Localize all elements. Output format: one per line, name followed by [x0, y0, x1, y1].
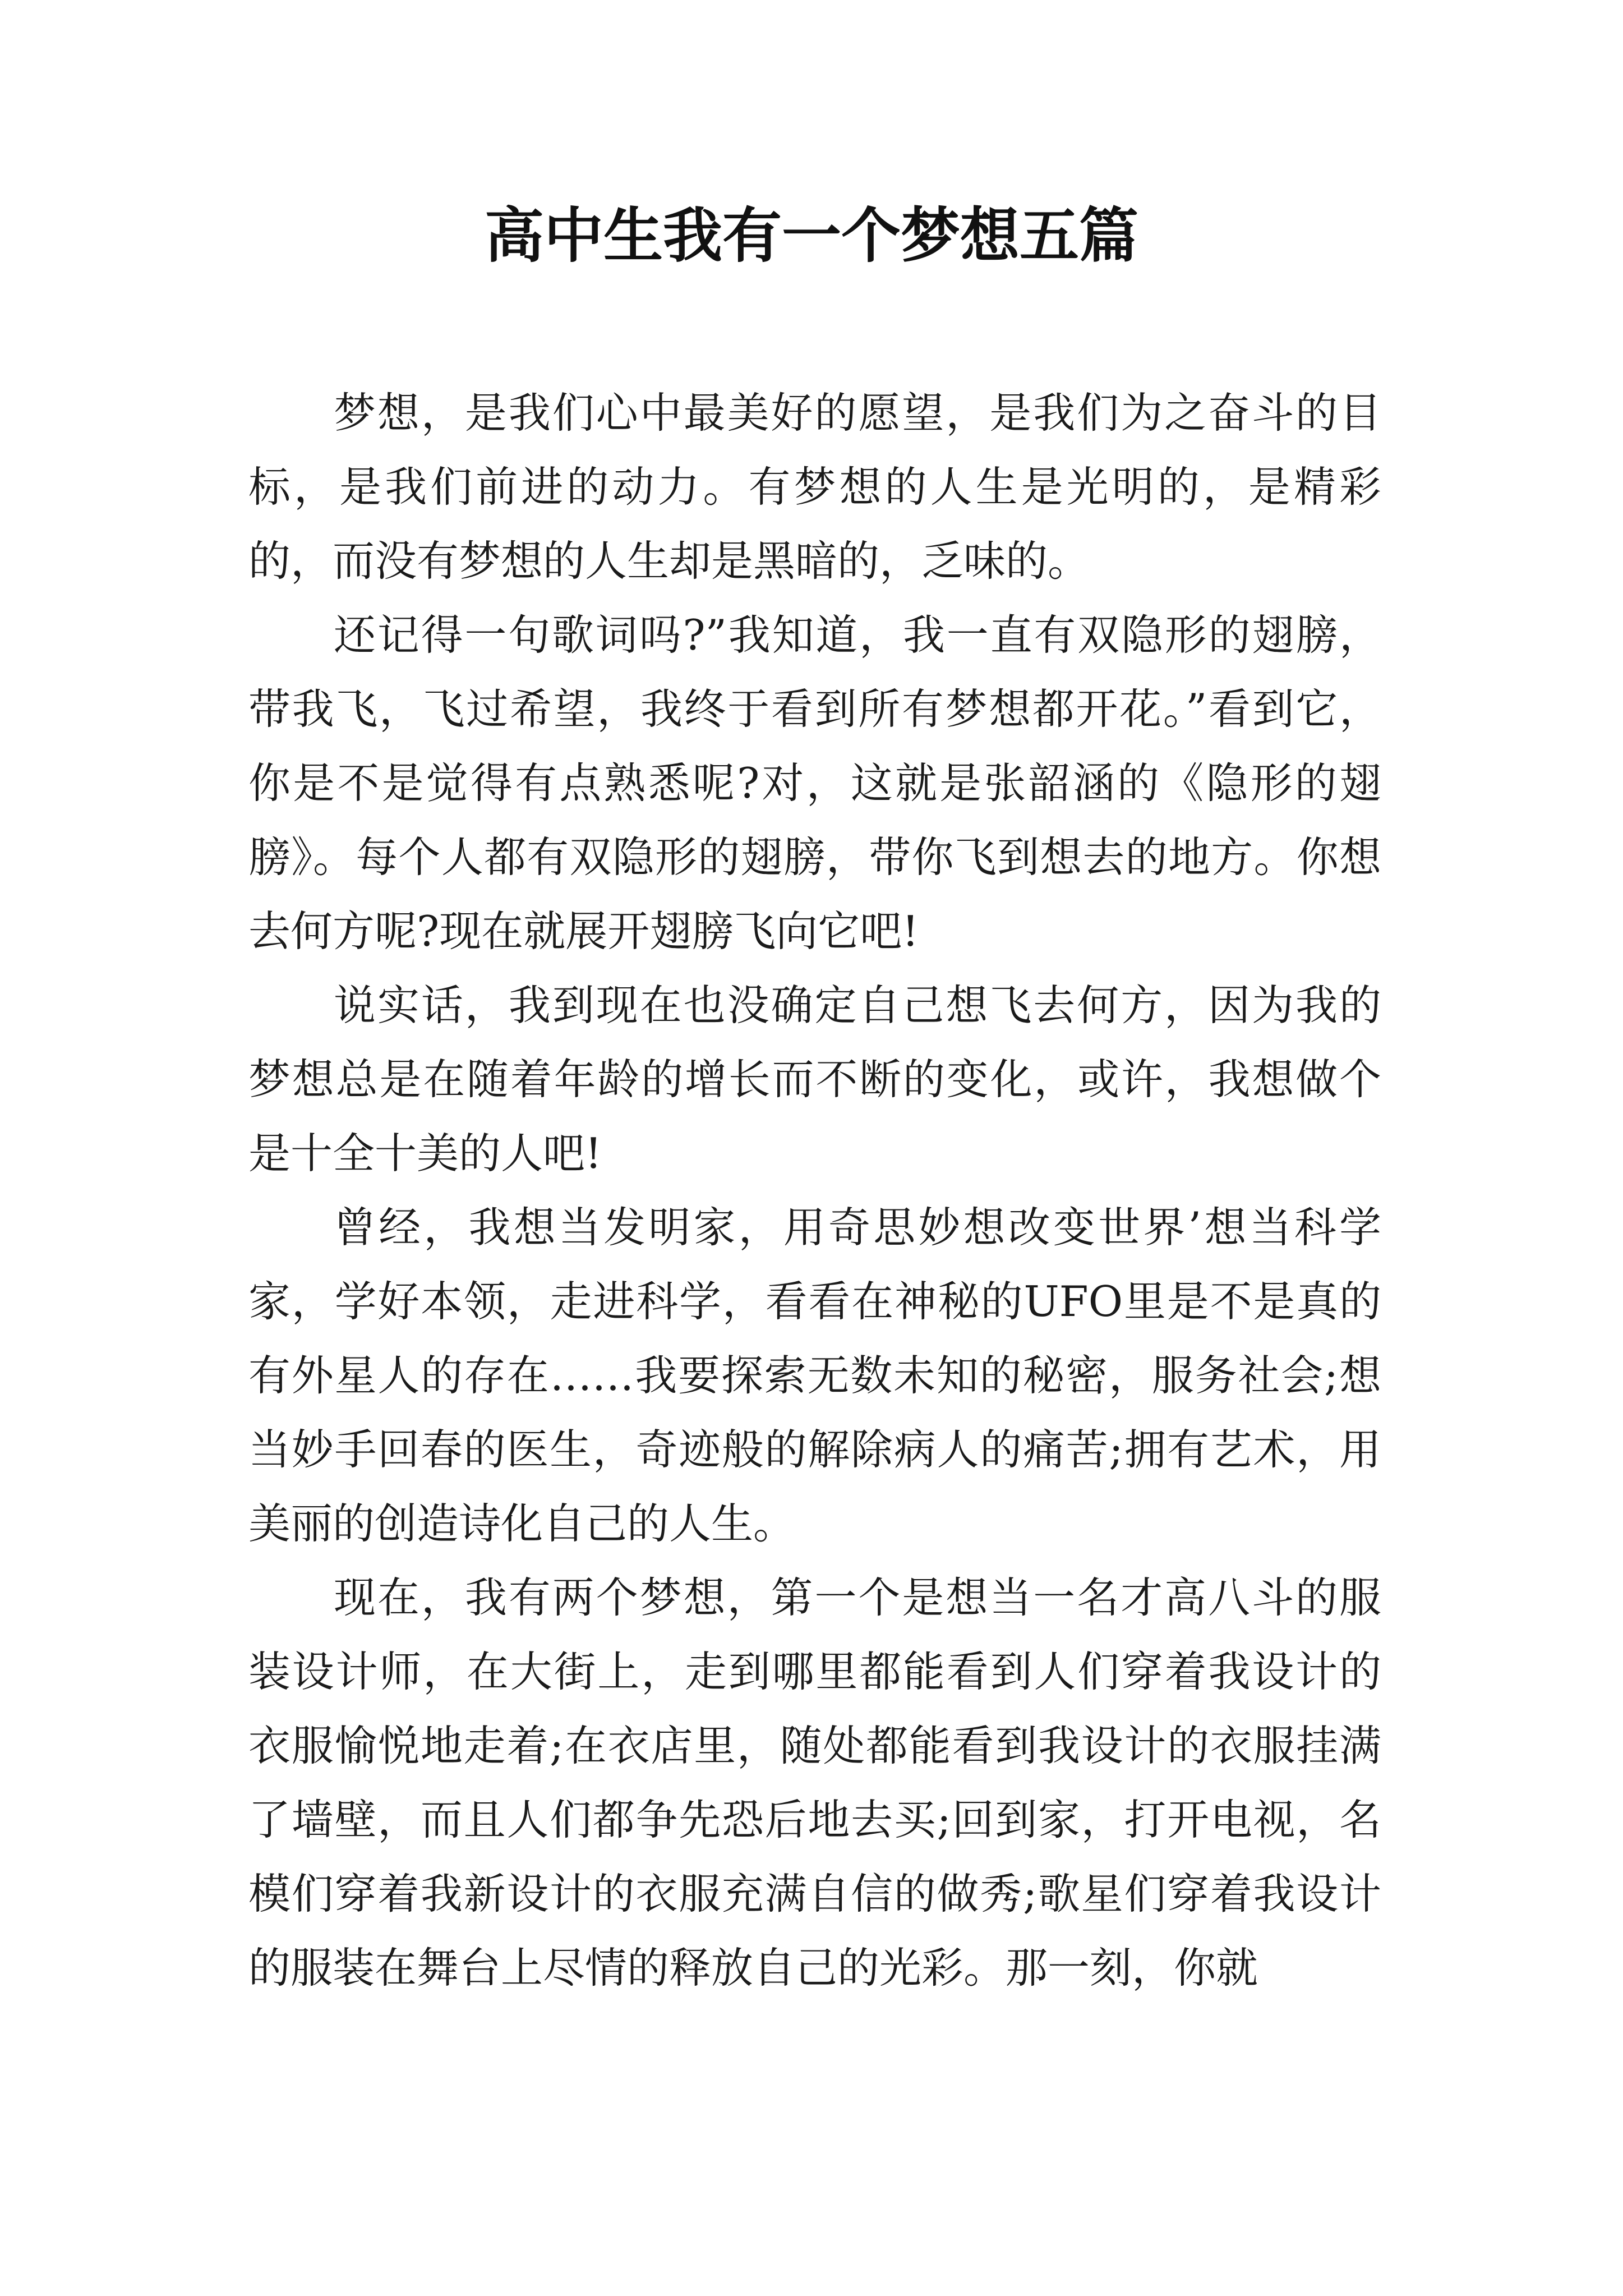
- paragraph-5: 现在，我有两个梦想，第一个是想当一名才高八斗的服装设计师，在大街上，走到哪里都能看到人们穿着我设计的衣服愉悦地走着;在衣店里，随处都能看到我设计的衣服挂满了墙壁，而且人们都争先恐后地去买;回到家，打开电视，名模们穿着我新设计的衣服充满自信的做秀;歌星们穿着我设计的服装在舞台上尽情的释放自己的光彩。那一刻，你就: [248, 1573, 1381, 1993]
- paragraph-1: 梦想，是我们心中最美好的愿望，是我们为之奋斗的目标，是我们前进的动力。有梦想的人生是光明的，是精彩的，而没有梦想的人生却是黑暗的，乏味的。: [248, 388, 1381, 586]
- paragraph-4: 曾经，我想当发明家，用奇思妙想改变世界’想当科学家，学好本领，走进科学，看看在神秘的UFO里是不是真的有外星人的存在……我要探索无数未知的秘密，服务社会;想当妙手回春的医生，奇迹般的解除病人的痛苦;拥有艺术，用美丽的创造诗化自己的人生。: [248, 1203, 1381, 1548]
- document-body: [248, 376, 1381, 2005]
- paragraph-3: 说实话，我到现在也没确定自己想飞去何方，因为我的梦想总是在随着年龄的增长而不断的变化，或许，我想做个是十全十美的人吧!: [248, 981, 1381, 1178]
- document-title: 高中生我有一个梦想五篇: [485, 200, 1138, 270]
- paragraph-2: 还记得一句歌词吗?”我知道，我一直有双隐形的翅膀，带我飞，飞过希望，我终于看到所有梦想都开花。”看到它，你是不是觉得有点熟悉呢?对，这就是张韶涵的《隐形的翅膀》。每个人都有双隐形的翅膀，带你飞到想去的地方。你想去何方呢?现在就展开翅膀飞向它吧!: [248, 610, 1381, 956]
